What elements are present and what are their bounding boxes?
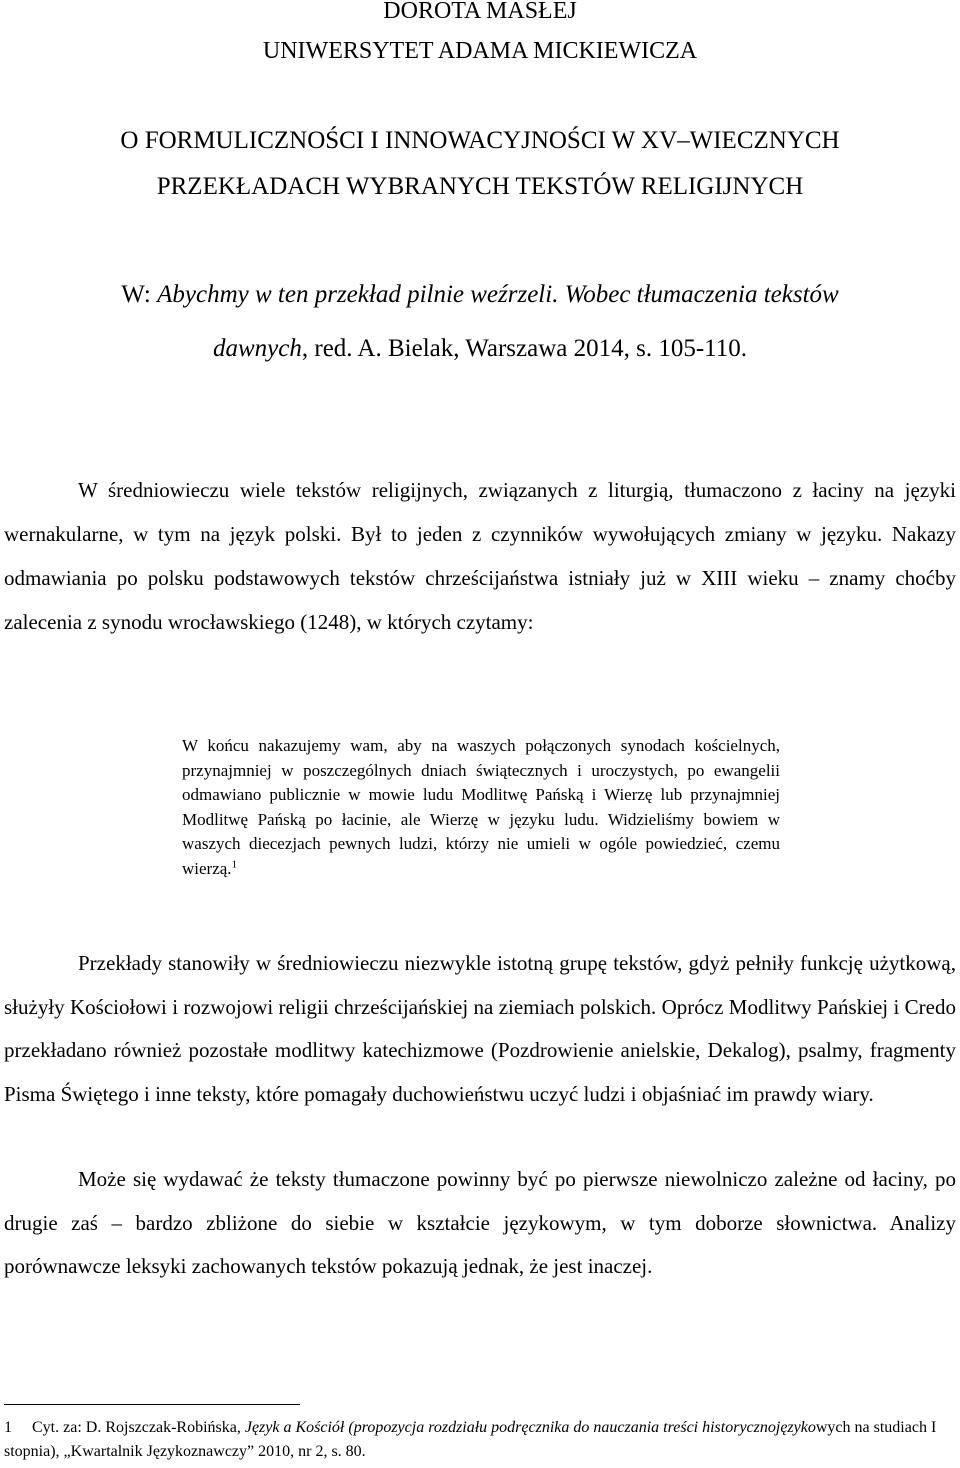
footnote <box>4 1416 956 1464</box>
block-quote <box>182 734 780 881</box>
paragraph-intro <box>4 468 956 644</box>
article-title-line-2: PRZEKŁADACH WYBRANYCH TEKSTÓW RELIGIJNYCH <box>156 173 804 200</box>
source-line-2 <box>0 334 960 364</box>
source-details: , red. A. Bielak, Warszawa 2014, s. 105-110. <box>301 335 747 362</box>
footnote-mid: wych na studiach I stopnia), <box>4 1419 937 1460</box>
footnote-separator <box>4 1404 300 1405</box>
source-line-1 <box>0 280 960 310</box>
block-quote-text: W końcu nakazujemy wam, aby na waszych połączonych synodach kościelnych, przynajmniej w poszczególnych dniach świątecznych i uroczystych, po ewangelii odmawiano publicznie w mowie ludu Modlitwę Pańską i Wierzę lub przynajmniej Modlitwę Pańską po łacinie, ale Wierzę w języku ludu. Widzieliśmy bowiem w waszych diecezjach pewnych ludzi, którzy nie umieli w ogóle powiedzieć, czemu wierzą. <box>182 736 780 878</box>
author-name: DOROTA MASŁEJ <box>383 0 577 24</box>
source-book-title: Abychmy w ten przekład pilnie weźrzeli. Wobec tłumaczenia tekstów <box>157 281 839 308</box>
paragraph-analysis-text: Może się wydawać że teksty tłumaczone powinny być po pierwsze niewolniczo zależne od łaciny, po drugie zaś – bardzo zbliżone do siebie w kształcie językowym, w tym doborze słownictwa. Analizy porównawcze leksyki zachowanych tekstów pokazują jednak, że jest inaczej. <box>4 1167 956 1278</box>
article-title-line-1: O FORMULICZNOŚCI I INNOWACYJNOŚCI W XV–WIECZNYCH <box>120 127 840 154</box>
source-book-title-end: dawnych <box>213 335 302 362</box>
paragraph-analysis <box>4 1158 956 1289</box>
source-prefix: W: <box>121 281 158 308</box>
footnote-reference[interactable]: 1 <box>231 857 238 870</box>
university-name: UNIWERSYTET ADAMA MICKIEWICZA <box>262 38 698 64</box>
footnote-number: 1 <box>4 1419 12 1436</box>
paragraph-translations-text: Przekłady stanowiły w średniowieczu niezwykle istotną grupę tekstów, gdyż pełniły funkcję użytkową, służyły Kościołowi i rozwojowi religii chrześcijańskiej na ziemiach polskich. Oprócz Modlitwy Pańskiej i Credo przekładano również pozostałe modlitwy katechizmowe (Pozdrowienie anielskie, Dekalog), psalmy, fragmenty Pisma Świętego i inne teksty, które pomagały duchowieństwu uczyć ludzi i objaśniać im prawdy wiary. <box>4 951 956 1106</box>
footnote-prefix: Cyt. za: D. Rojszczak-Robińska, <box>32 1419 245 1436</box>
footnote-italic-title: Język a Kościół (propozycja rozdziału podręcznika do nauczania treści historycznojęzyko <box>244 1419 816 1436</box>
paragraph-translations <box>4 942 956 1116</box>
paragraph-intro-text: W średniowieczu wiele tekstów religijnych, związanych z liturgią, tłumaczono z łaciny na języki wernakularne, w tym na język polski. Był to jeden z czynników wywołujących zmiany w języku. Nakazy odmawiania po polsku podstawowych tekstów chrześcijaństwa istniały już w XIII wieku – znamy choćby zalecenia z synodu wrocławskiego (1248), w których czytamy: <box>4 478 956 634</box>
footnote-journal: „Kwartalnik Językoznawczy” 2010, nr 2, s. 80. <box>63 1443 366 1460</box>
